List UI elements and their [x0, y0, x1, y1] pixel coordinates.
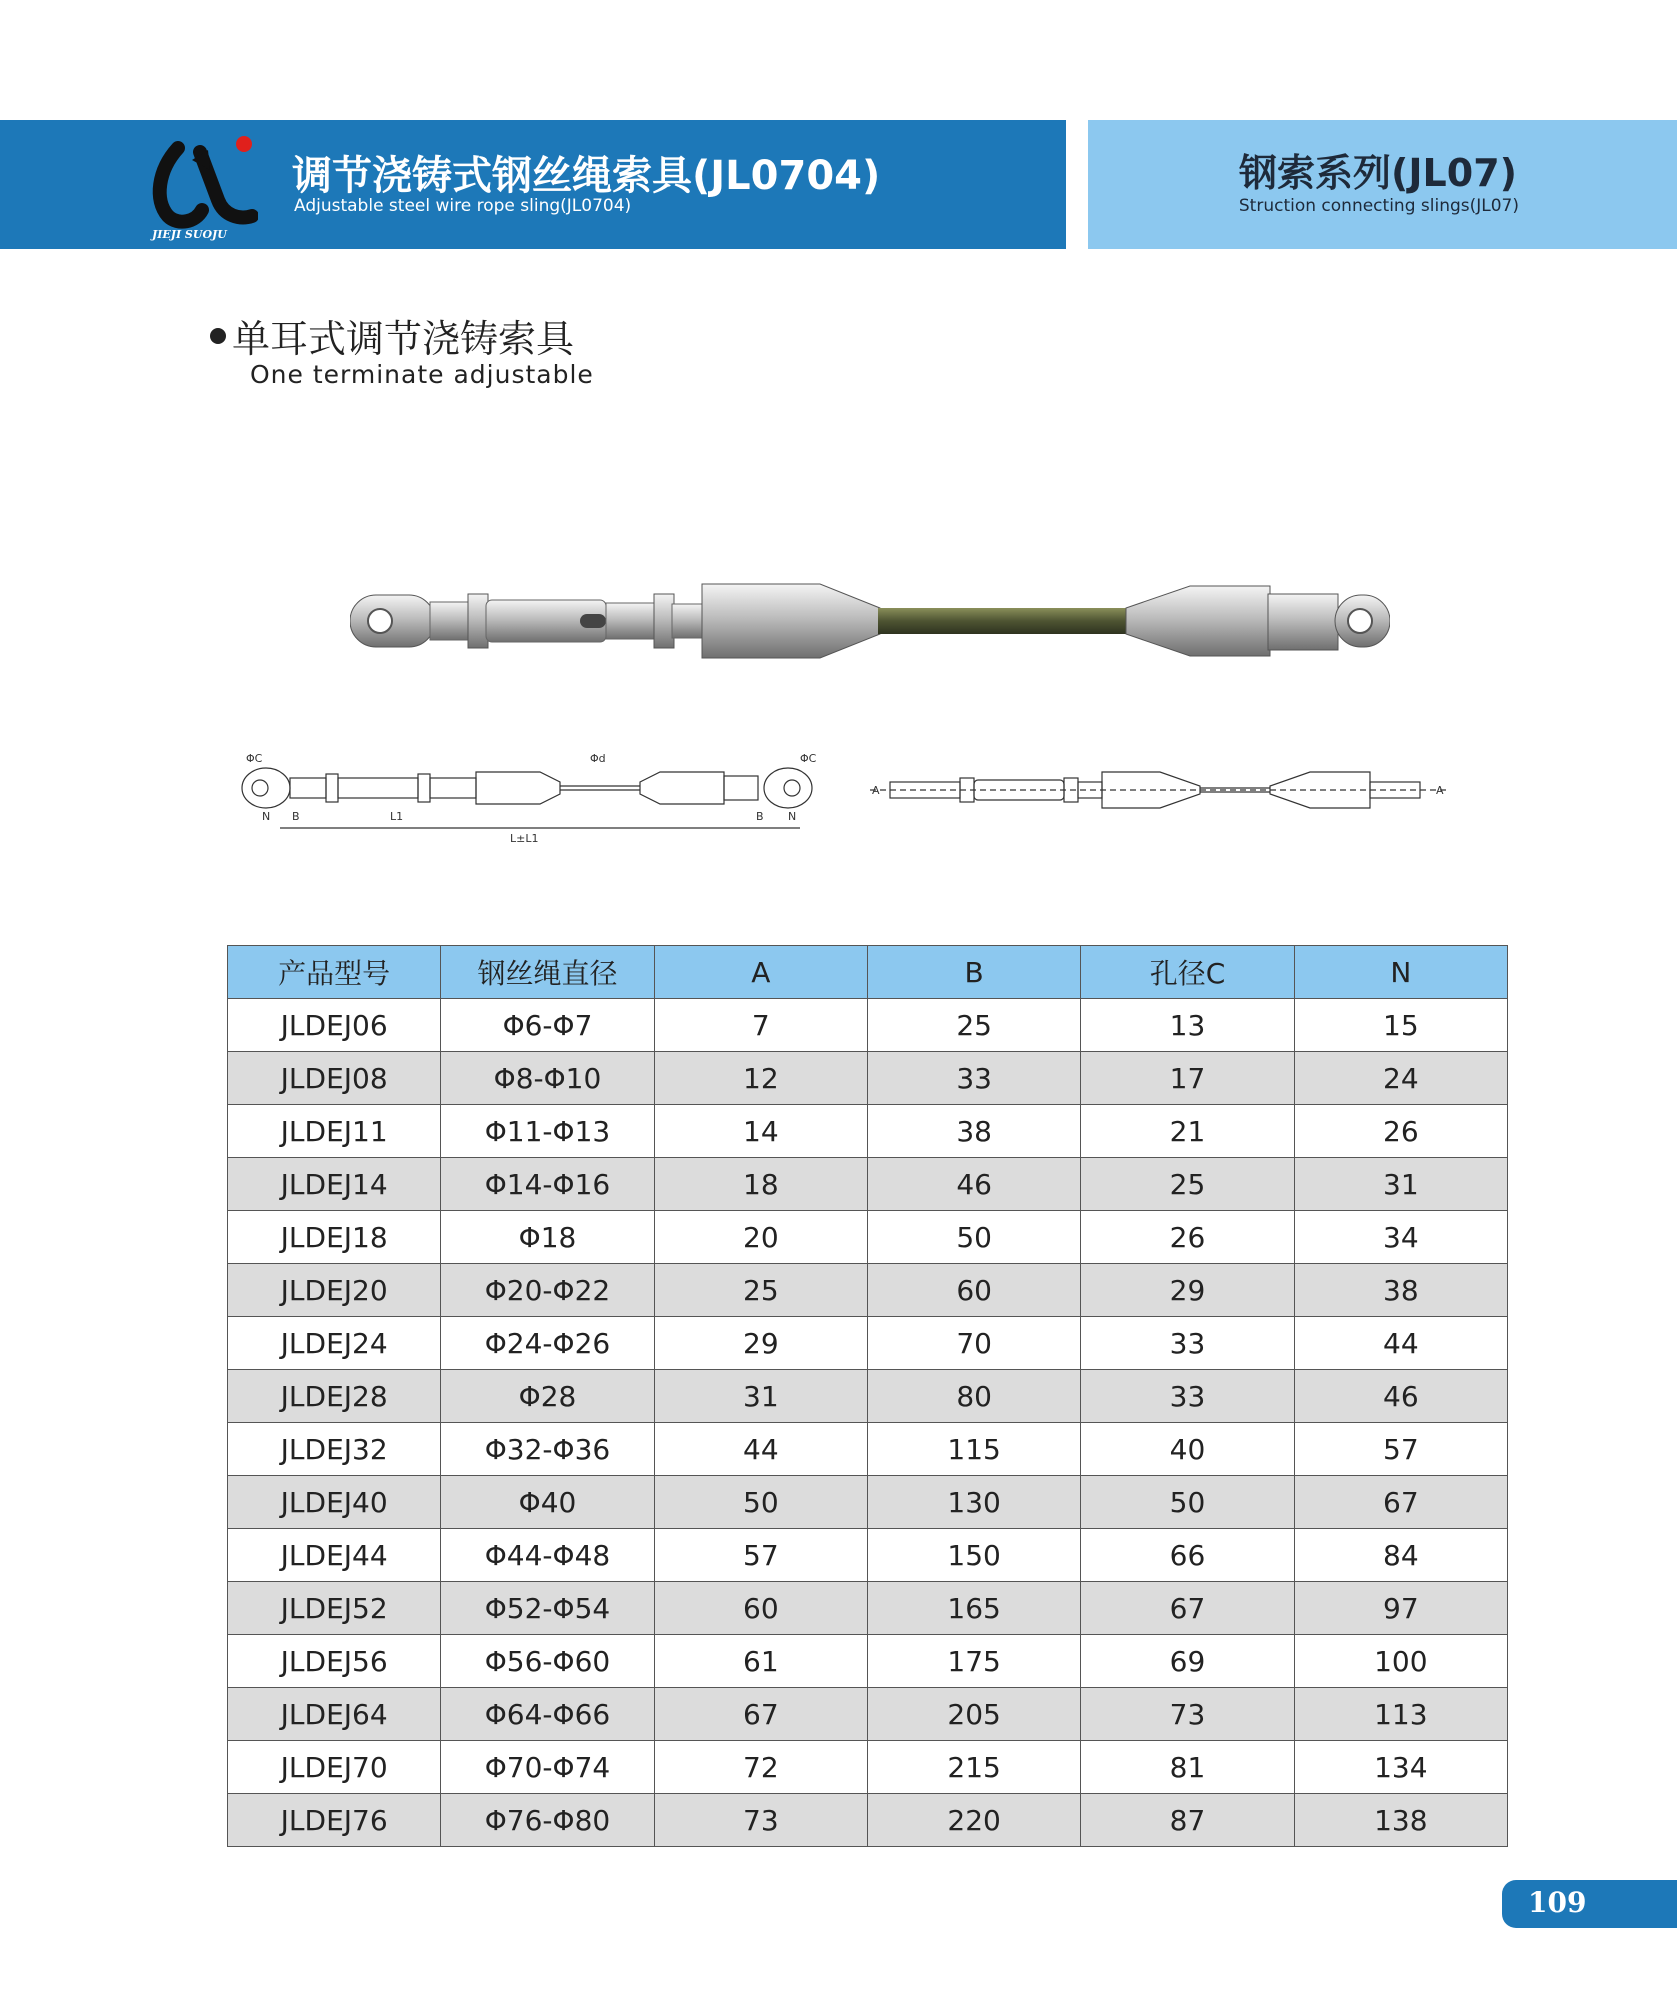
column-header-a: A — [654, 946, 867, 999]
cell-n: 34 — [1294, 1211, 1507, 1264]
dim-label-b-left: B — [292, 810, 300, 823]
cell-n: 31 — [1294, 1158, 1507, 1211]
cell-b: 205 — [867, 1688, 1080, 1741]
cell-rope-diameter: Φ6-Φ7 — [441, 999, 654, 1052]
cell-model: JLDEJ14 — [228, 1158, 441, 1211]
table-row — [228, 1794, 1508, 1847]
dim-label-a-left: A — [872, 784, 880, 797]
dim-label-c-right: ΦC — [800, 752, 817, 765]
cell-b: 220 — [867, 1794, 1080, 1847]
cell-b: 150 — [867, 1529, 1080, 1582]
cell-b: 215 — [867, 1741, 1080, 1794]
cell-hole-c: 73 — [1081, 1688, 1294, 1741]
cell-hole-c: 50 — [1081, 1476, 1294, 1529]
cell-rope-diameter: Φ11-Φ13 — [441, 1105, 654, 1158]
table-row — [228, 1688, 1508, 1741]
cell-b: 115 — [867, 1423, 1080, 1476]
table-row — [228, 999, 1508, 1052]
table-row — [228, 1741, 1508, 1794]
cell-model: JLDEJ52 — [228, 1582, 441, 1635]
cell-rope-diameter: Φ70-Φ74 — [441, 1741, 654, 1794]
table-row — [228, 1052, 1508, 1105]
cell-hole-c: 69 — [1081, 1635, 1294, 1688]
cell-a: 67 — [654, 1688, 867, 1741]
bullet-icon — [210, 328, 226, 344]
cell-a: 73 — [654, 1794, 867, 1847]
dim-label-length: L±L1 — [510, 832, 539, 845]
cell-hole-c: 13 — [1081, 999, 1294, 1052]
cell-b: 60 — [867, 1264, 1080, 1317]
cell-hole-c: 26 — [1081, 1211, 1294, 1264]
cell-b: 175 — [867, 1635, 1080, 1688]
table-row — [228, 1582, 1508, 1635]
cell-a: 25 — [654, 1264, 867, 1317]
cell-a: 31 — [654, 1370, 867, 1423]
dim-label-c-left: ΦC — [246, 752, 263, 765]
table-header-row — [228, 946, 1508, 999]
cell-model: JLDEJ11 — [228, 1105, 441, 1158]
cell-b: 33 — [867, 1052, 1080, 1105]
dim-label-n-right: N — [788, 810, 797, 823]
series-title: 钢索系列(JL07) — [1239, 151, 1517, 195]
cell-n: 138 — [1294, 1794, 1507, 1847]
cell-model: JLDEJ56 — [228, 1635, 441, 1688]
cell-b: 46 — [867, 1158, 1080, 1211]
cell-n: 46 — [1294, 1370, 1507, 1423]
table-body — [228, 999, 1508, 1847]
cell-a: 50 — [654, 1476, 867, 1529]
cell-rope-diameter: Φ64-Φ66 — [441, 1688, 654, 1741]
section-title: 单耳式调节浇铸索具 — [232, 317, 575, 361]
column-header-n: N — [1294, 946, 1507, 999]
table-row — [228, 1158, 1508, 1211]
cell-hole-c: 29 — [1081, 1264, 1294, 1317]
cell-a: 7 — [654, 999, 867, 1052]
cell-a: 60 — [654, 1582, 867, 1635]
logo-text: JIEJI SUOJU — [152, 228, 227, 241]
table-row — [228, 1370, 1508, 1423]
cell-model: JLDEJ18 — [228, 1211, 441, 1264]
cell-rope-diameter: Φ56-Φ60 — [441, 1635, 654, 1688]
cell-n: 100 — [1294, 1635, 1507, 1688]
cell-a: 72 — [654, 1741, 867, 1794]
cell-rope-diameter: Φ40 — [441, 1476, 654, 1529]
cell-rope-diameter: Φ76-Φ80 — [441, 1794, 654, 1847]
dim-label-l1: L1 — [390, 810, 404, 823]
dim-label-a-right: A — [1436, 784, 1444, 797]
table-row — [228, 1317, 1508, 1370]
cell-rope-diameter: Φ8-Φ10 — [441, 1052, 654, 1105]
cell-rope-diameter: Φ32-Φ36 — [441, 1423, 654, 1476]
cell-b: 70 — [867, 1317, 1080, 1370]
cell-a: 14 — [654, 1105, 867, 1158]
page-subtitle: Adjustable steel wire rope sling(JL0704) — [294, 196, 632, 216]
dim-label-n-left: N — [262, 810, 271, 823]
column-header-model: 产品型号 — [228, 946, 441, 999]
cell-rope-diameter: Φ18 — [441, 1211, 654, 1264]
cell-b: 130 — [867, 1476, 1080, 1529]
table-row — [228, 1211, 1508, 1264]
table-row — [228, 1264, 1508, 1317]
cell-a: 44 — [654, 1423, 867, 1476]
cell-model: JLDEJ64 — [228, 1688, 441, 1741]
cell-model: JLDEJ32 — [228, 1423, 441, 1476]
table-row — [228, 1423, 1508, 1476]
cell-rope-diameter: Φ14-Φ16 — [441, 1158, 654, 1211]
cell-model: JLDEJ44 — [228, 1529, 441, 1582]
table-row — [228, 1476, 1508, 1529]
cell-n: 67 — [1294, 1476, 1507, 1529]
cell-b: 50 — [867, 1211, 1080, 1264]
product-photo — [350, 570, 1390, 670]
cell-b: 25 — [867, 999, 1080, 1052]
column-header-b: B — [867, 946, 1080, 999]
page-number: 109 — [1528, 1886, 1587, 1919]
cell-model: JLDEJ08 — [228, 1052, 441, 1105]
cell-n: 26 — [1294, 1105, 1507, 1158]
cell-a: 29 — [654, 1317, 867, 1370]
cell-hole-c: 40 — [1081, 1423, 1294, 1476]
cell-n: 15 — [1294, 999, 1507, 1052]
column-header-hole-c: 孔径C — [1081, 946, 1294, 999]
cell-rope-diameter: Φ24-Φ26 — [441, 1317, 654, 1370]
cell-a: 61 — [654, 1635, 867, 1688]
cell-hole-c: 21 — [1081, 1105, 1294, 1158]
cell-model: JLDEJ76 — [228, 1794, 441, 1847]
dim-label-d: Φd — [590, 752, 606, 765]
cell-model: JLDEJ20 — [228, 1264, 441, 1317]
dim-label-b-right: B — [756, 810, 764, 823]
cell-hole-c: 17 — [1081, 1052, 1294, 1105]
cell-n: 44 — [1294, 1317, 1507, 1370]
cell-model: JLDEJ28 — [228, 1370, 441, 1423]
cell-rope-diameter: Φ44-Φ48 — [441, 1529, 654, 1582]
cell-hole-c: 67 — [1081, 1582, 1294, 1635]
cell-a: 57 — [654, 1529, 867, 1582]
cell-n: 134 — [1294, 1741, 1507, 1794]
cell-b: 165 — [867, 1582, 1080, 1635]
cell-model: JLDEJ40 — [228, 1476, 441, 1529]
series-subtitle: Struction connecting slings(JL07) — [1238, 196, 1519, 216]
spec-table — [227, 945, 1508, 1847]
cell-n: 113 — [1294, 1688, 1507, 1741]
cell-hole-c: 87 — [1081, 1794, 1294, 1847]
cell-model: JLDEJ24 — [228, 1317, 441, 1370]
cell-rope-diameter: Φ52-Φ54 — [441, 1582, 654, 1635]
cell-rope-diameter: Φ20-Φ22 — [441, 1264, 654, 1317]
cell-n: 84 — [1294, 1529, 1507, 1582]
cell-n: 57 — [1294, 1423, 1507, 1476]
page-title: 调节浇铸式钢丝绳索具(JL0704) — [292, 153, 881, 199]
cell-n: 24 — [1294, 1052, 1507, 1105]
cell-a: 18 — [654, 1158, 867, 1211]
page-number-tab — [1502, 1880, 1677, 1928]
technical-drawing-top — [870, 760, 1460, 820]
series-banner — [1088, 120, 1677, 249]
table-row — [228, 1529, 1508, 1582]
cell-b: 80 — [867, 1370, 1080, 1423]
table-row — [228, 1635, 1508, 1688]
header-banner — [0, 120, 1066, 249]
cell-a: 20 — [654, 1211, 867, 1264]
cell-hole-c: 33 — [1081, 1317, 1294, 1370]
cell-b: 38 — [867, 1105, 1080, 1158]
table-row — [228, 1105, 1508, 1158]
cell-model: JLDEJ06 — [228, 999, 441, 1052]
column-header-rope-diameter: 钢丝绳直径 — [441, 946, 654, 999]
cell-a: 12 — [654, 1052, 867, 1105]
cell-hole-c: 33 — [1081, 1370, 1294, 1423]
cell-hole-c: 66 — [1081, 1529, 1294, 1582]
cell-rope-diameter: Φ28 — [441, 1370, 654, 1423]
technical-drawing-side — [240, 748, 840, 848]
cell-model: JLDEJ70 — [228, 1741, 441, 1794]
cell-n: 38 — [1294, 1264, 1507, 1317]
cell-hole-c: 81 — [1081, 1741, 1294, 1794]
cell-n: 97 — [1294, 1582, 1507, 1635]
cell-hole-c: 25 — [1081, 1158, 1294, 1211]
section-subtitle: One terminate adjustable — [250, 360, 594, 389]
company-logo-icon — [148, 130, 258, 242]
